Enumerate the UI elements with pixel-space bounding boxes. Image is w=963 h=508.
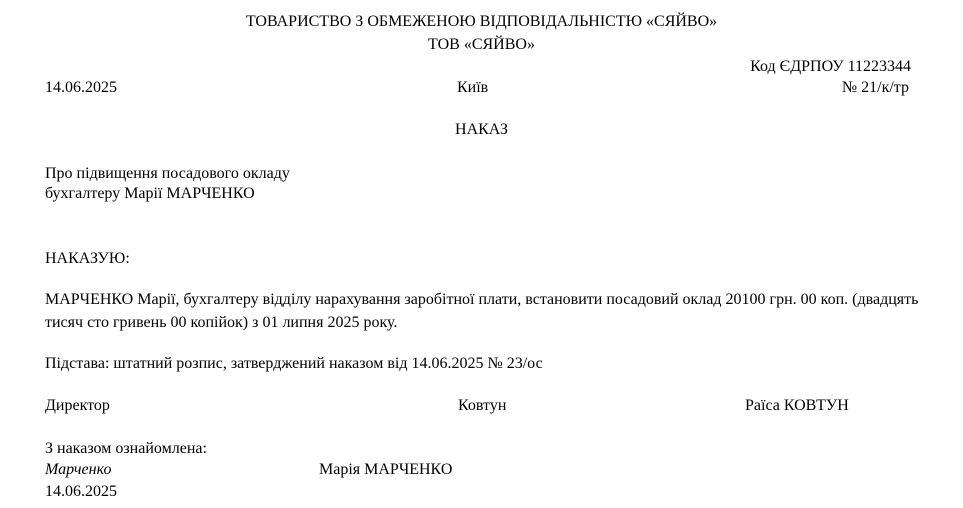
basis-text: Підстава: штатний розпис, затверджений наказом від 14.06.2025 № 23/ос xyxy=(45,355,543,372)
order-text: МАРЧЕНКО Марії, бухгалтеру відділу нарахування заробітної плати, встановити посадовий оклад 20100 грн. 00 коп. (двадцять тисяч сто гривень 00 копійок) з 01 липня 2025 року. xyxy=(45,291,919,331)
director-name: Раїса КОВТУН xyxy=(745,397,849,414)
employee-name: Марія МАРЧЕНКО xyxy=(319,461,453,478)
subject-line-1: Про підвищення посадового окладу xyxy=(45,165,290,182)
edrpou-code: Код ЄДРПОУ 11223344 xyxy=(750,58,911,75)
director-signature: Ковтун xyxy=(458,397,507,414)
director-position: Директор xyxy=(45,397,110,414)
document-title: НАКАЗ xyxy=(455,121,508,138)
subject-line-2: бухгалтеру Марії МАРЧЕНКО xyxy=(45,185,255,202)
company-full-name: ТОВАРИСТВО З ОБМЕЖЕНОЮ ВІДПОВІДАЛЬНІСТЮ «СЯЙВО» xyxy=(245,13,718,30)
order-city: Київ xyxy=(457,79,489,96)
acknowledgement-date: 14.06.2025 xyxy=(45,483,117,500)
order-number: № 21/к/тр xyxy=(841,79,909,96)
company-short-name: ТОВ «СЯЙВО» xyxy=(428,36,535,53)
order-heading: НАКАЗУЮ: xyxy=(45,250,130,267)
order-date: 14.06.2025 xyxy=(45,79,117,96)
employee-signature: Марченко xyxy=(45,461,112,478)
acknowledgement-label: З наказом ознайомлена: xyxy=(45,440,207,457)
